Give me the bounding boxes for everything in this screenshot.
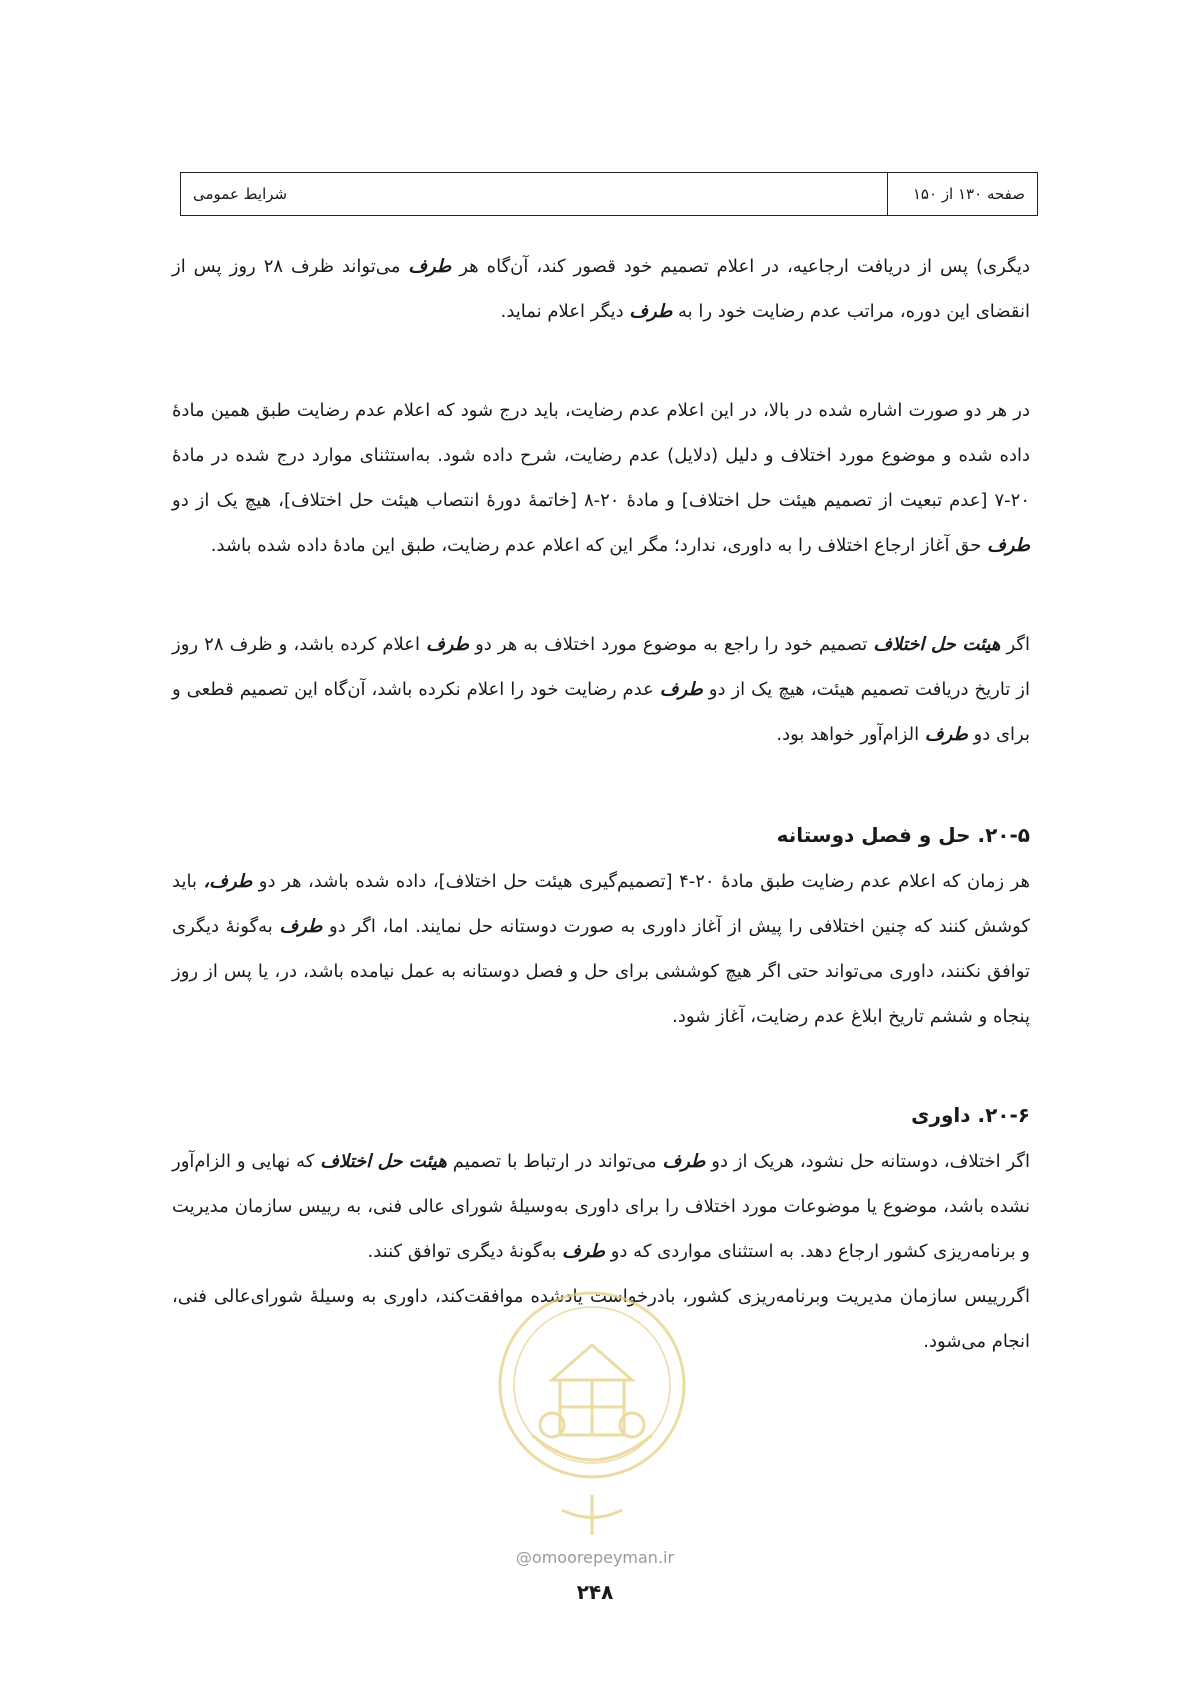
text-run: اعلام کرده باشد، و ظرف ۲۸ روز از تاریخ دریافت تصمیم هیئت، هیچ یک از دو xyxy=(172,634,1030,700)
paragraph-spacer xyxy=(172,334,1030,388)
text-run: تصمیم خود را راجع به موضوع مورد اختلاف به هر دو xyxy=(469,634,874,655)
text-run: اگر اختلاف، دوستانه حل نشود، هریک از دو xyxy=(705,1151,1031,1172)
text-run: اگر xyxy=(1000,634,1030,655)
text-run: به‌گونهٔ دیگری توافق نکنند، داوری می‌تواند حتی اگر هیچ کوششی برای حل و فصل دوستانه به عمل نیامده باشد، در، یا پس از روز پنجاه و ششم تاریخ ابلاغ عدم رضایت، آغاز شود. xyxy=(172,916,1030,1027)
text-run: هر زمان که اعلام عدم رضایت طبق مادهٔ ۲۰-۴ [تصمیم‌گیری هیئت حل اختلاف]، داده شده باشد، هر دو xyxy=(252,871,1030,892)
text-run: در هر دو صورت اشاره شده در بالا، در این اعلام عدم رضایت، باید درج شود که اعلام عدم رضایت طبق همین مادهٔ داده شده و موضوع مورد اختلاف و دلیل (دلایل) عدم رضایت، شرح داده شود. به‌استثنای موارد درج شده در مادهٔ ۲۰-۷ [عدم تبعیت از تصمیم هیئت حل اختلاف] و مادهٔ ۲۰-۸ [خاتمهٔ دورهٔ انتصاب هیئت حل اختلاف]، هیچ یک از دو xyxy=(172,400,1030,511)
text-run: که نهایی و الزام‌آور نشده باشد، موضوع یا موضوعات مورد اختلاف را برای داوری به‌وسیلهٔ شورای عالی فنی، به رییس سازمان مدیریت و برنامه‌ریزی کشور ارجاع دهد. به استثنای مواردی که دو xyxy=(172,1151,1030,1262)
term-party: طرف xyxy=(426,634,469,655)
term-dispute-board: هیئت حل اختلاف xyxy=(320,1151,447,1172)
paragraph-1 xyxy=(172,244,1030,334)
text-run: حق آغاز ارجاع اختلاف را به داوری، ندارد؛ مگر این که اعلام عدم رضایت، طبق این مادهٔ داده شده باشد. xyxy=(210,535,988,556)
paragraph-spacer xyxy=(172,757,1030,811)
paragraph-3 xyxy=(172,622,1030,757)
paragraph-spacer xyxy=(172,568,1030,622)
page-number: ۲۴۸ xyxy=(576,1580,614,1604)
text-run: باید کوشش کنند که چنین اختلافی را پیش از آغاز داوری به صورت دوستانه حل نمایند. اما، اگر دو xyxy=(172,871,1030,937)
text-run: دیگر اعلام نماید. xyxy=(500,301,630,322)
section-5-paragraph xyxy=(172,859,1030,1039)
term-party: طرف xyxy=(987,535,1030,556)
section-6-paragraph xyxy=(172,1139,1030,1274)
page-header xyxy=(180,172,1038,216)
term-party: طرف xyxy=(662,1151,706,1172)
term-party: طرف xyxy=(562,1241,606,1262)
term-party: طرف xyxy=(629,301,673,322)
text-run: می‌تواند ظرف ۲۸ روز پس از انقضای این دوره، مراتب عدم رضایت خود را به xyxy=(172,256,1030,322)
text-run: عدم رضایت خود را اعلام نکرده باشد، آن‌گاه این تصمیم قطعی و برای دو xyxy=(172,679,1030,745)
text-run: می‌تواند در ارتباط با تصمیم xyxy=(446,1151,663,1172)
term-party: طرف xyxy=(659,679,703,700)
text-run: به‌گونهٔ دیگری توافق کنند. xyxy=(367,1241,563,1262)
document-body xyxy=(172,244,1030,1364)
paragraph-2 xyxy=(172,388,1030,568)
section-6-paragraph-2: اگررییس سازمان مدیریت وبرنامه‌ریزی کشور، بادرخواست یادشده موافقت‌کند، داوری به وسیلهٔ شورای‌عالی فنی، انجام می‌شود. xyxy=(172,1286,1030,1352)
section-heading-amicable-settlement: ۲۰-۵. حل و فصل دوستانه xyxy=(776,823,1030,847)
header-section-title: شرایط عمومی xyxy=(193,185,288,203)
term-party: طرف، xyxy=(203,871,253,892)
term-party: طرف xyxy=(279,916,323,937)
term-party: طرف xyxy=(924,724,968,745)
paragraph-spacer xyxy=(172,1039,1030,1091)
section-heading-arbitration: ۲۰-۶. داوری xyxy=(911,1103,1030,1127)
term-dispute-board: هیئت حل اختلاف xyxy=(873,634,1001,655)
term-party: طرف xyxy=(408,256,452,277)
text-run: دیگری) پس از دریافت ارجاعیه، در اعلام تصمیم خود قصور کند، آن‌گاه هر xyxy=(451,256,1030,277)
text-run: الزام‌آور خواهد بود. xyxy=(776,724,925,745)
watermark-url: @omoorepeyman.ir xyxy=(515,1548,675,1567)
header-page-indicator: صفحه ۱۳۰ از ۱۵۰ xyxy=(887,173,1037,215)
